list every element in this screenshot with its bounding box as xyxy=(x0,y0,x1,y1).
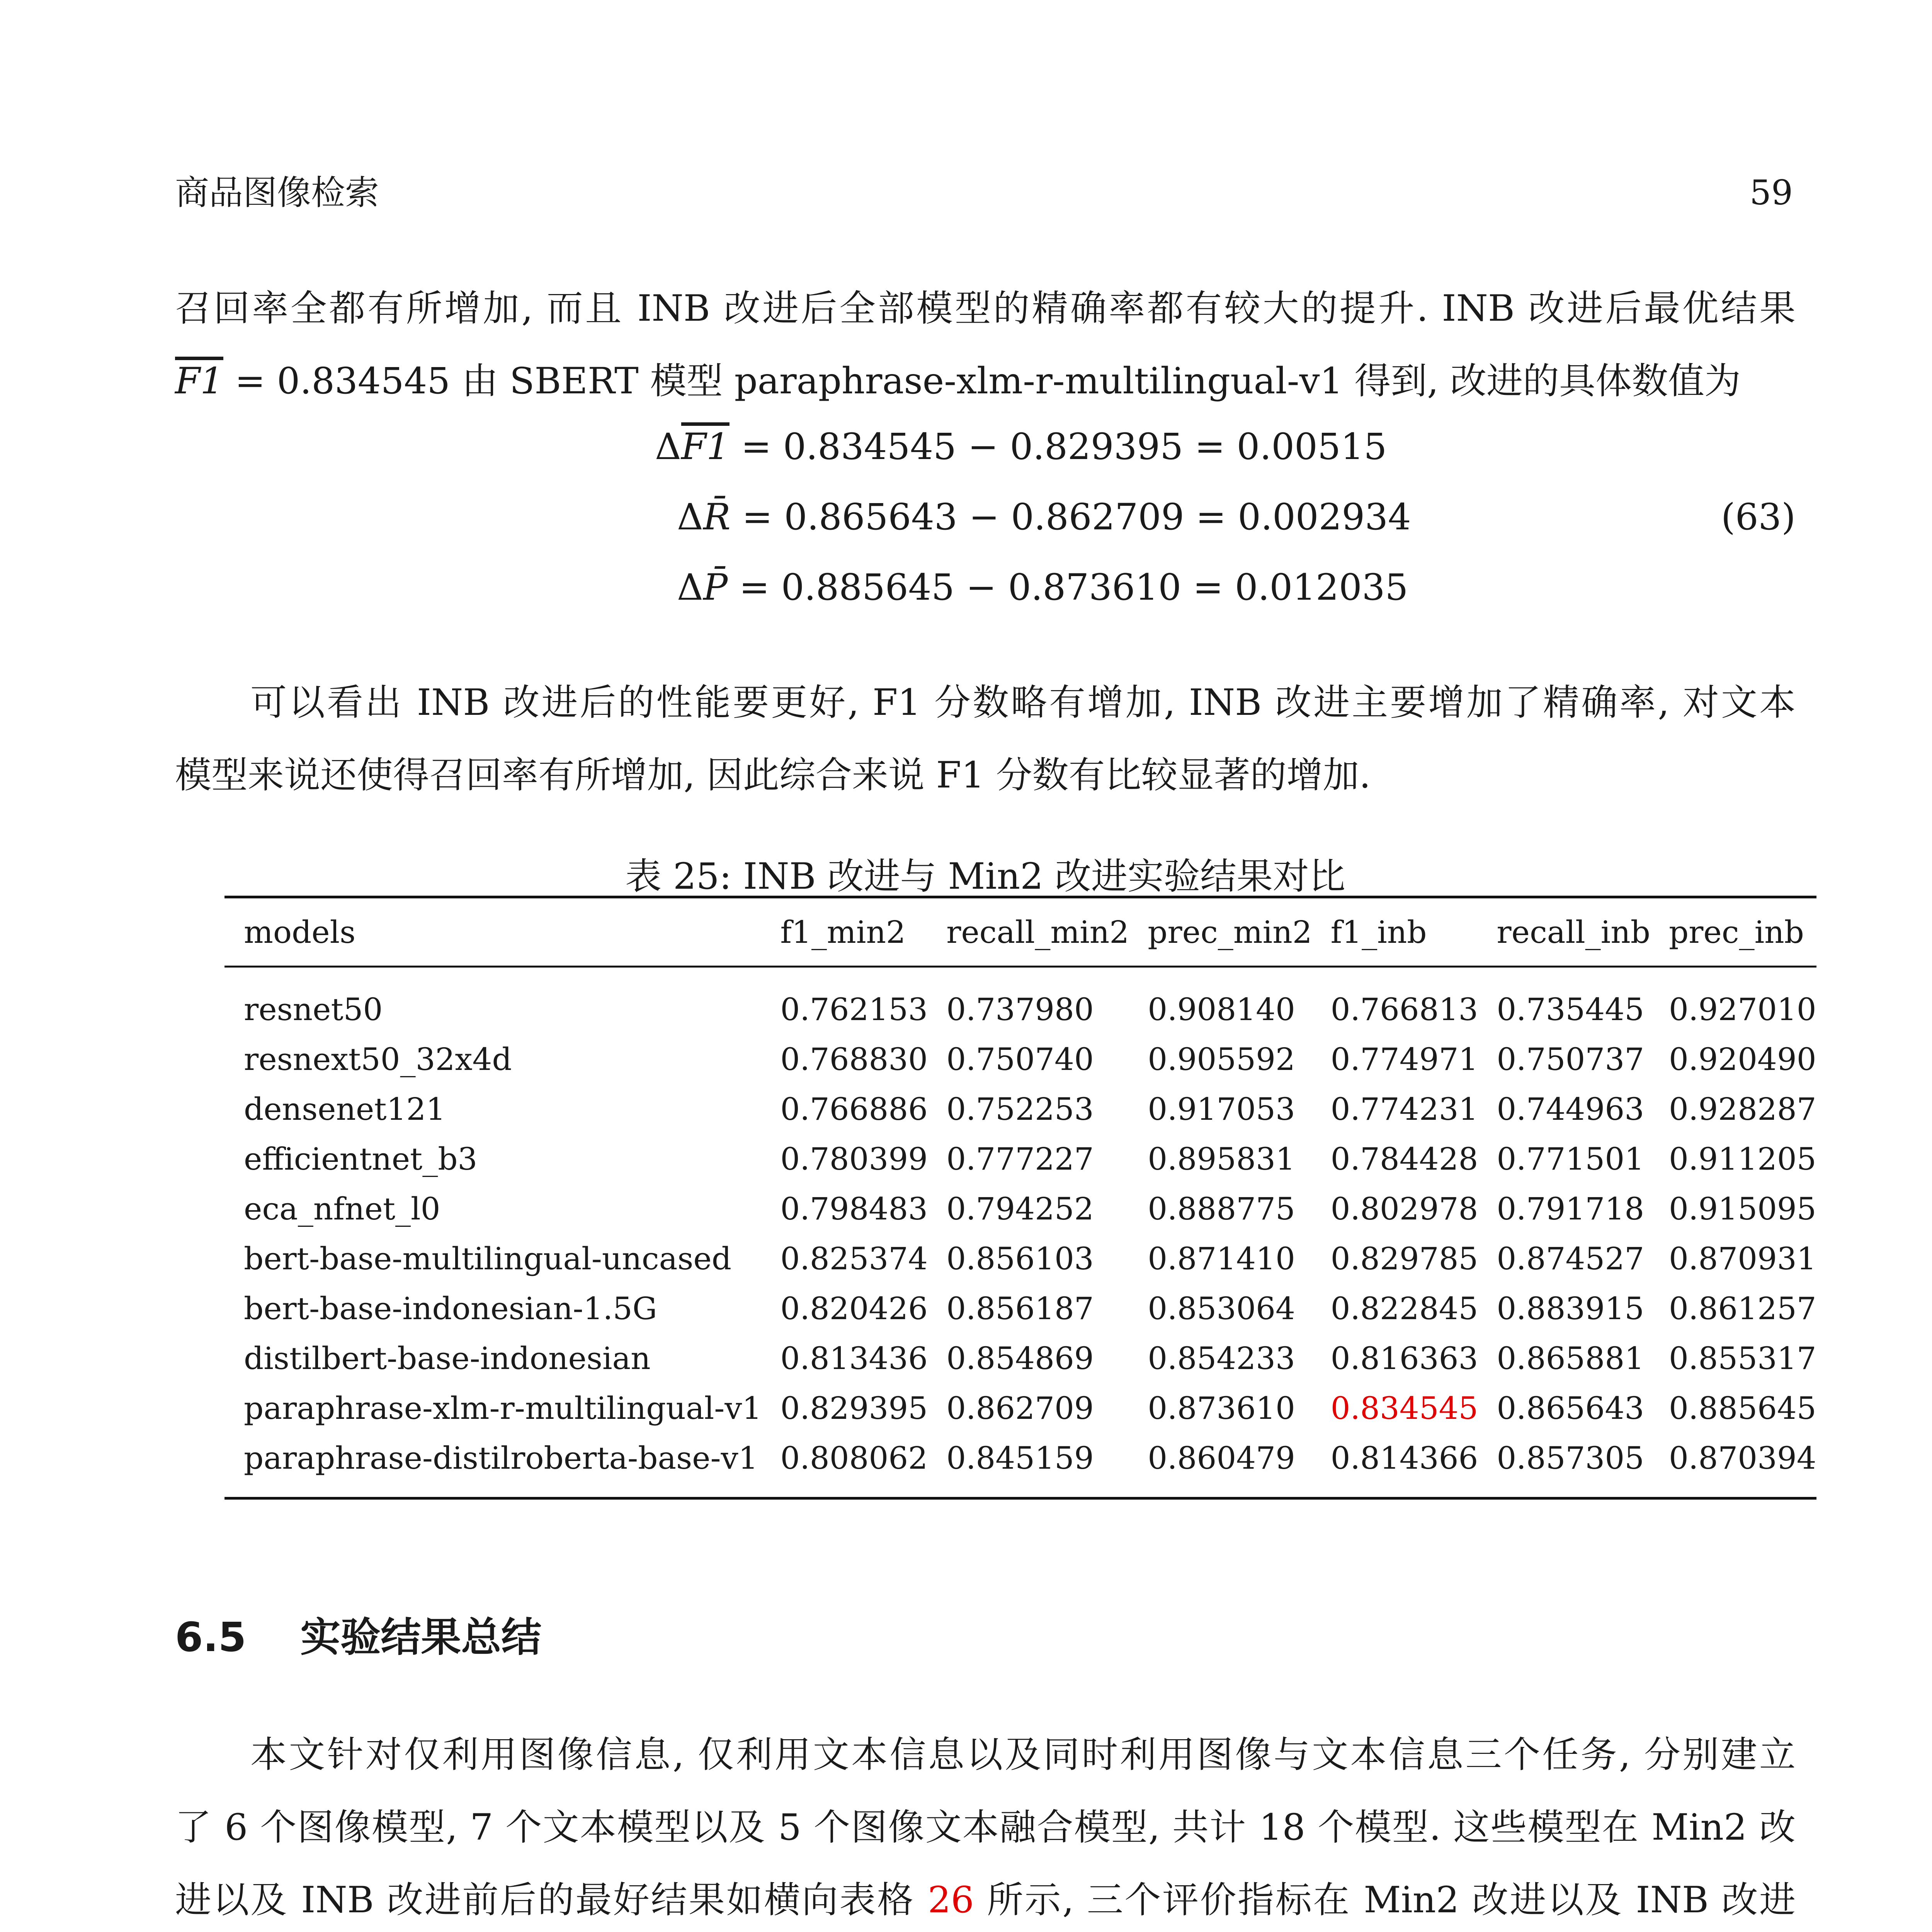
table-row: resnet50 0.762153 0.737980 0.908140 0.766813 0.735445 0.927010 xyxy=(244,992,1816,1027)
section-heading xyxy=(175,1614,542,1661)
paragraph-2 xyxy=(175,667,1796,812)
table-row: bert-base-indonesian-1.5G 0.820426 0.856187 0.853064 0.822845 0.883915 0.861257 xyxy=(244,1291,1816,1327)
table-row: bert-base-multilingual-uncased 0.825374 0.856103 0.871410 0.829785 0.874527 0.870931 xyxy=(244,1241,1816,1277)
col-header: f1_min2 xyxy=(780,914,906,950)
equation-line-2: ΔR̄ = 0.865643 − 0.862709 = 0.002934 xyxy=(677,496,1411,538)
paragraph-line: 进以及 INB 改进前后的最好结果如横向表格 26 所示, 三个评价指标在 Min2 改进以及 INB 改进 xyxy=(175,1879,1796,1921)
table-row: distilbert-base-indonesian 0.813436 0.854869 0.854233 0.816363 0.865881 0.855317 xyxy=(244,1340,1816,1376)
table-row: eca_nfnet_l0 0.798483 0.794252 0.888775 0.802978 0.791718 0.915095 xyxy=(244,1191,1816,1227)
table-header-row xyxy=(224,897,1816,967)
paragraph-line: 可以看出 INB 改进后的性能要更好, F1 分数略有增加, INB 改进主要增加了精确率, 对文本 xyxy=(250,682,1796,724)
paragraph-line: 了 6 个图像模型, 7 个文本模型以及 5 个图像文本融合模型, 共计 18 个模型. 这些模型在 Min2 改 xyxy=(175,1806,1796,1849)
col-header: prec_inb xyxy=(1668,914,1804,950)
col-header: recall_inb xyxy=(1497,914,1650,950)
section-number: 6.5 xyxy=(175,1614,247,1661)
paragraph-line xyxy=(175,345,1796,418)
table-row: paraphrase-xlm-r-multilingual-v1 0.829395 0.862709 0.873610 0.834545 0.865643 0.885645 xyxy=(224,1383,1816,1433)
f1-symbol: F1 xyxy=(175,360,224,402)
col-header: recall_min2 xyxy=(946,914,1129,950)
results-table xyxy=(224,896,1816,1500)
col-header: prec_min2 xyxy=(1148,914,1312,950)
page-header-title: 商品图像检索 xyxy=(175,173,379,213)
table-ref-link[interactable]: 26 xyxy=(928,1879,974,1921)
section-title: 实验结果总结 xyxy=(300,1614,542,1661)
equation-line-3: ΔP̄ = 0.885645 − 0.873610 = 0.012035 xyxy=(677,566,1408,609)
table-row: efficientnet_b3 0.780399 0.777227 0.895831 0.784428 0.771501 0.911205 xyxy=(244,1141,1816,1177)
equation-line-1: ΔF1 = 0.834545 − 0.829395 = 0.00515 xyxy=(655,426,1387,468)
paragraph-line: 召回率全都有所增加, 而且 INB 改进后全部模型的精确率都有较大的提升. INB 改进后最优结果 xyxy=(175,287,1796,330)
table-caption: 表 25: INB 改进与 Min2 改进实验结果对比 xyxy=(625,855,1345,898)
paragraph-1 xyxy=(175,272,1796,418)
paragraph-3 xyxy=(175,1719,1796,1932)
col-header: models xyxy=(244,914,356,950)
page-number: 59 xyxy=(1750,173,1793,213)
best-value-cell: 0.834545 xyxy=(1330,1390,1478,1426)
table-row: densenet121 0.766886 0.752253 0.917053 0.774231 0.744963 0.928287 xyxy=(244,1091,1816,1127)
paragraph-line: 模型来说还使得召回率有所增加, 因此综合来说 F1 分数有比较显著的增加. xyxy=(175,754,1371,796)
col-header: f1_inb xyxy=(1330,914,1427,950)
paragraph-line: 本文针对仅利用图像信息, 仅利用文本信息以及同时利用图像与文本信息三个任务, 分别建立 xyxy=(250,1734,1796,1776)
table-row: paraphrase-distilroberta-base-v1 0.808062 0.845159 0.860479 0.814366 0.857305 0.870394 xyxy=(224,1433,1816,1498)
paragraph-text: = 0.834545 由 SBERT 模型 paraphrase-xlm-r-multilingual-v1 得到, 改进的具体数值为 xyxy=(223,360,1741,402)
equation-number: (63) xyxy=(1721,496,1796,538)
table-row: resnext50_32x4d 0.768830 0.750740 0.905592 0.774971 0.750737 0.920490 xyxy=(244,1041,1816,1077)
